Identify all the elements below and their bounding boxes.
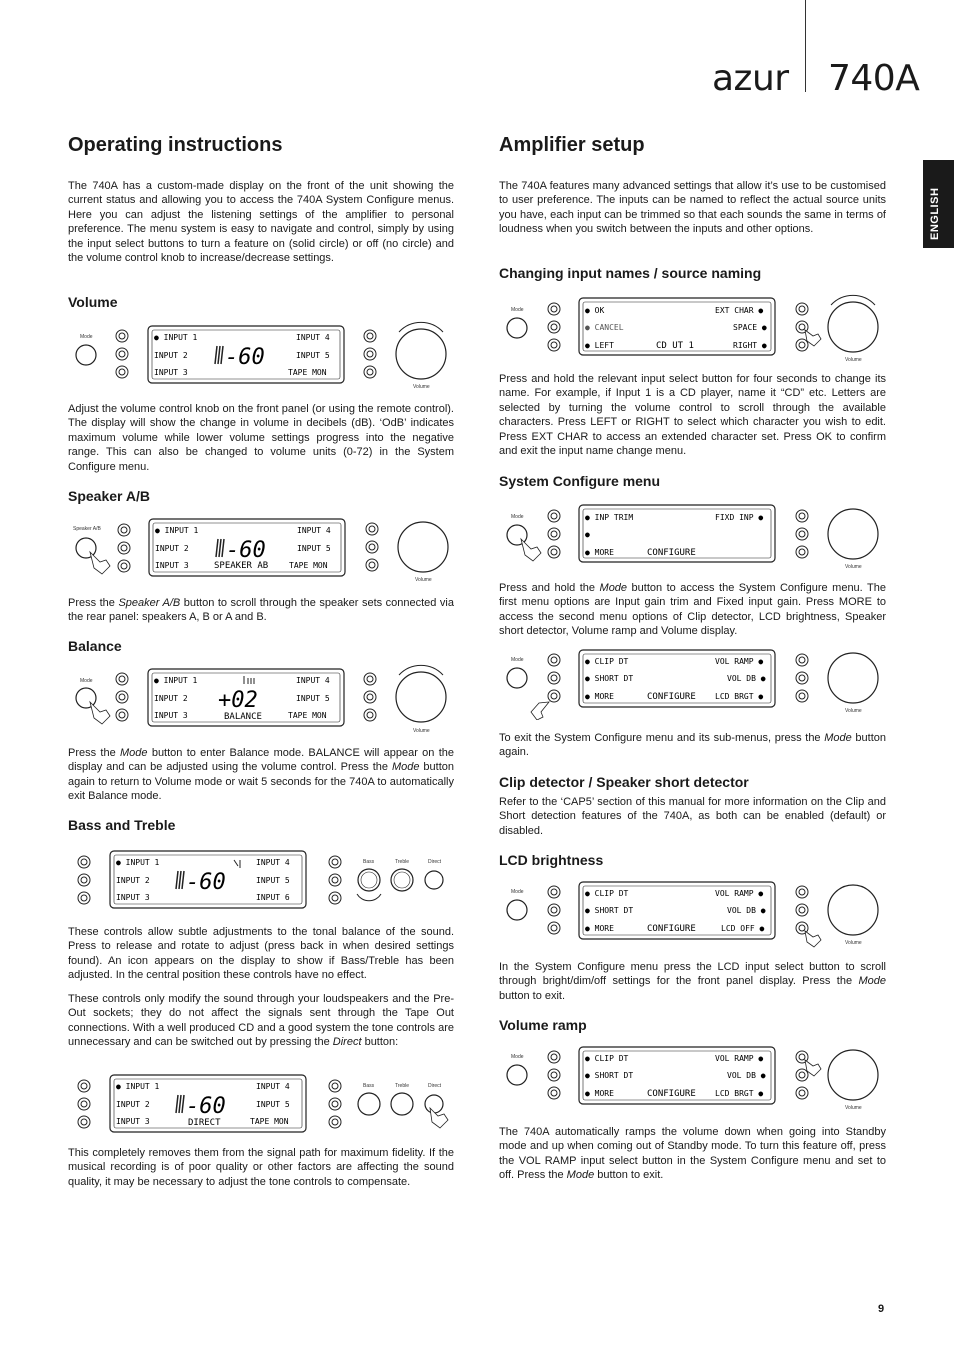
svg-text:INPUT 5: INPUT 5: [256, 876, 290, 885]
svg-text:INPUT 2: INPUT 2: [154, 694, 188, 703]
svg-text:Volume: Volume: [845, 940, 862, 946]
sysconf-text: Press and hold the Mode button to access the System Configure menu. The first menu options are Input gain trim and Fixed input gain. Press MORE to access the second menu options of Clip detector, LCD brightness, Speaker short detector, Volume ramp and Volume display.: [499, 582, 886, 638]
svg-text:Bass: Bass: [363, 859, 375, 865]
svg-text:● CANCEL: ● CANCEL: [585, 323, 624, 332]
svg-text:INPUT 3: INPUT 3: [116, 1117, 150, 1126]
svg-text:● LEFT: ● LEFT: [585, 341, 614, 350]
clip-text: Refer to the ‘CAP5’ section of this manual for more information on the Clip and Short detection features of the 740A, as both can be enabled (default) or disabled.: [499, 796, 886, 837]
lcd-heading: LCD brightness: [499, 852, 604, 868]
svg-text:● CLIP DT: ● CLIP DT: [585, 889, 629, 898]
svg-text:BALANCE: BALANCE: [224, 712, 262, 722]
svg-text:INPUT 6: INPUT 6: [256, 893, 290, 902]
page-number: 9: [878, 1303, 885, 1315]
svg-text:RIGHT ●: RIGHT ●: [733, 341, 767, 350]
bass-heading: Bass and Treble: [68, 817, 176, 833]
svg-text:LCD BRGT ●: LCD BRGT ●: [715, 1089, 764, 1098]
naming-text: Press and hold the relevant input select button for four seconds to change its name. For example, if Input 1 is a CD player, name it “CD” etc. Letters are selected by turning the volume control to scroll through the available characters. Press LEFT or RIGHT to select which character you wish to edit. Press EXT CHAR to access an extended character set. Press OK to confirm and exit the input name change menu.: [499, 373, 886, 458]
svg-text:Volume: Volume: [413, 384, 430, 390]
pointing-hand-icon: [90, 702, 110, 724]
svg-text:Speaker A/B: Speaker A/B: [73, 526, 101, 532]
language-tab: [923, 160, 954, 248]
balance-heading: Balance: [68, 638, 122, 654]
header-divider: [805, 0, 806, 92]
svg-text:Mode: Mode: [511, 514, 524, 520]
svg-text:CONFIGURE: CONFIGURE: [647, 1089, 696, 1099]
svg-text:EXT CHAR ●: EXT CHAR ●: [715, 306, 764, 315]
svg-text:● OK: ● OK: [585, 306, 605, 315]
bass-panel-diagram: [68, 848, 454, 910]
svg-text:● INPUT 1: ● INPUT 1: [154, 676, 198, 685]
ramp-text: The 740A automatically ramps the volume down when going into Standby mode and up when coming out of Standby mode. To turn this feature off, press the VOL RAMP input select button in the System Configure menu and set to off. Press the Mode button to exit.: [499, 1126, 886, 1182]
svg-text:● INPUT 1: ● INPUT 1: [116, 1082, 160, 1091]
svg-text:● MORE: ● MORE: [585, 548, 614, 557]
svg-text:CONFIGURE: CONFIGURE: [647, 692, 696, 702]
svg-text:Volume: Volume: [845, 564, 862, 570]
svg-text:Volume: Volume: [415, 577, 432, 583]
volume-panel-diagram: [68, 318, 454, 394]
svg-text:● INP TRIM: ● INP TRIM: [585, 513, 634, 522]
svg-text:DIRECT: DIRECT: [188, 1118, 221, 1128]
sysconf-exit-text: To exit the System Configure menu and its sub-menus, press the Mode button again.: [499, 732, 886, 759]
direct-panel-diagram: [68, 1072, 454, 1134]
sysconf-panel-diagram-1: [499, 499, 886, 575]
mode-button: [76, 345, 96, 365]
right-input-buttons: [364, 330, 376, 378]
svg-text:INPUT 4: INPUT 4: [256, 858, 290, 867]
svg-text:● CLIP DT: ● CLIP DT: [585, 657, 629, 666]
svg-text:Direct: Direct: [428, 859, 442, 865]
svg-text:Mode: Mode: [511, 889, 524, 895]
svg-text:INPUT 4: INPUT 4: [296, 333, 330, 342]
right-intro: The 740A features many advanced settings that allow it’s use to be customised to user preference. The inputs can be named to reflect the actual source units you have, each input can be trimmed so that each sounds the same in terms of loudness when you switch between the inputs and other options.: [499, 180, 886, 236]
sysconf-panel-diagram-2: [499, 644, 886, 720]
brand-name: azur: [712, 58, 789, 99]
svg-text:Mode: Mode: [80, 678, 93, 684]
svg-text:Direct: Direct: [428, 1083, 442, 1089]
svg-text:INPUT 2: INPUT 2: [154, 351, 188, 360]
svg-text:INPUT 5: INPUT 5: [296, 351, 330, 360]
svg-text:●: ●: [585, 530, 590, 539]
svg-text:CD UT 1: CD UT 1: [656, 341, 694, 351]
volume-knob: [396, 329, 446, 379]
svg-text:Mode: Mode: [511, 307, 524, 313]
speaker-heading: Speaker A/B: [68, 488, 150, 504]
bass-text-3: This completely removes them from the signal path for maximum fidelity. If the musical recording is of poor quality or other factors are affecting the sound quality, it may be necessary to adjust the tone controls to compensate.: [68, 1147, 454, 1188]
speaker-text: Press the Speaker A/B button to scroll through the speaker sets connected via the rear panel: speakers A, B or A and B.: [68, 597, 454, 624]
bass-text-1: These controls allow subtle adjustments to the tonal balance of the sound. Press to release and rotate to adjust (press back in when desired settings found). An icon appears on the display to show if Bass/Treble has been adjusted. In the central position these controls have no effect.: [68, 926, 454, 982]
svg-text:Treble: Treble: [395, 1083, 409, 1089]
right-title: Amplifier setup: [499, 134, 645, 156]
svg-text:Treble: Treble: [395, 859, 409, 865]
balance-panel-diagram: [68, 662, 454, 738]
model-name: 740A: [828, 58, 920, 99]
left-intro: The 740A has a custom-made display on the front of the unit showing the current status and allowing you to access the 740A System Configure menus. Here you can adjust the listening settings of the amplifier to personal preference. The menu system is easy to navigate and control, simply by using the input select buttons to turn a feature on (solid circle) or off (no circle) and the volume control knob to increase/decrease settings.: [68, 180, 454, 265]
svg-text:TAPE MON: TAPE MON: [250, 1117, 289, 1126]
svg-text:INPUT 5: INPUT 5: [256, 1100, 290, 1109]
svg-text:SPACE ●: SPACE ●: [733, 323, 767, 332]
naming-heading: Changing input names / source naming: [499, 265, 762, 281]
svg-text:● INPUT 1: ● INPUT 1: [155, 526, 199, 535]
svg-text:INPUT 4: INPUT 4: [297, 526, 331, 535]
svg-text:+02: +02: [218, 688, 258, 713]
svg-text:INPUT 2: INPUT 2: [116, 1100, 150, 1109]
svg-text:Mode: Mode: [511, 657, 524, 663]
svg-text:INPUT 3: INPUT 3: [116, 893, 150, 902]
pointing-hand-icon: [521, 539, 541, 561]
svg-text:INPUT 3: INPUT 3: [154, 711, 188, 720]
svg-text:VOL RAMP ●: VOL RAMP ●: [715, 1054, 764, 1063]
volume-text: Adjust the volume control knob on the front panel (or using the remote control). The display will show the change in volume in decibels (dB). ‘OdB’ indicates maximum volume while lower volume settings progress into the negative range. This can also be changed to volume units (0-72) in the System Configure menu.: [68, 403, 454, 473]
svg-text:VOL DB ●: VOL DB ●: [727, 906, 766, 915]
ramp-panel-diagram: [499, 1041, 886, 1117]
svg-text:LCD BRGT ●: LCD BRGT ●: [715, 692, 764, 701]
svg-text:● MORE: ● MORE: [585, 1089, 614, 1098]
svg-text:Volume: Volume: [845, 357, 862, 363]
svg-text:INPUT 5: INPUT 5: [296, 694, 330, 703]
svg-text:Bass: Bass: [363, 1083, 375, 1089]
svg-text:INPUT 2: INPUT 2: [155, 544, 189, 553]
svg-text:● MORE: ● MORE: [585, 924, 614, 933]
ramp-heading: Volume ramp: [499, 1017, 587, 1033]
svg-text:FIXD INP ●: FIXD INP ●: [715, 513, 764, 522]
svg-text:● CLIP DT: ● CLIP DT: [585, 1054, 629, 1063]
svg-text:● SHORT DT: ● SHORT DT: [585, 674, 634, 683]
svg-text:CONFIGURE: CONFIGURE: [647, 548, 696, 558]
left-input-buttons: [116, 330, 128, 378]
svg-text:Volume: Volume: [413, 728, 430, 734]
sysconf-heading: System Configure menu: [499, 473, 661, 489]
svg-text:VOL RAMP ●: VOL RAMP ●: [715, 657, 764, 666]
svg-text:VOL RAMP ●: VOL RAMP ●: [715, 889, 764, 898]
svg-text:INPUT 3: INPUT 3: [154, 368, 188, 377]
svg-text:VOL DB ●: VOL DB ●: [727, 1071, 766, 1080]
svg-text:CONFIGURE: CONFIGURE: [647, 924, 696, 934]
svg-text:SPEAKER AB: SPEAKER AB: [214, 561, 269, 571]
left-title: Operating instructions: [68, 134, 283, 156]
naming-panel-diagram: [499, 292, 886, 368]
svg-text:TAPE MON: TAPE MON: [288, 368, 327, 377]
bass-text-2: These controls only modify the sound through your loudspeakers and the Pre-Out sockets; they do not affect the signals sent through the Tape Out connections. With a well produced CD and a good system the tone controls are unnecessary and can be switched out by pressing the Direct button:: [68, 993, 454, 1049]
svg-text:LCD OFF ●: LCD OFF ●: [721, 924, 765, 933]
svg-text:● INPUT 1: ● INPUT 1: [116, 858, 160, 867]
svg-text:TAPE MON: TAPE MON: [289, 561, 328, 570]
svg-text:-60: -60: [186, 1094, 226, 1119]
speaker-panel-diagram: [68, 512, 454, 588]
pointing-hand-icon: [531, 702, 549, 720]
svg-text:INPUT 2: INPUT 2: [116, 876, 150, 885]
pointing-hand-icon: [90, 552, 110, 574]
lcd-panel-diagram: [499, 876, 886, 952]
svg-text:INPUT 5: INPUT 5: [297, 544, 331, 553]
volume-readout: -60: [225, 345, 265, 370]
svg-text:INPUT 3: INPUT 3: [155, 561, 189, 570]
mode-label: Mode: [80, 334, 93, 340]
svg-text:INPUT 4: INPUT 4: [296, 676, 330, 685]
direct-button: [425, 871, 443, 889]
volume-heading: Volume: [68, 294, 118, 310]
svg-text:VOL DB ●: VOL DB ●: [727, 674, 766, 683]
svg-text:Volume: Volume: [845, 1105, 862, 1111]
svg-text:Mode: Mode: [511, 1054, 524, 1060]
svg-text:● SHORT DT: ● SHORT DT: [585, 1071, 634, 1080]
svg-text:-60: -60: [226, 538, 266, 563]
lcd-text: In the System Configure menu press the LCD input select button to scroll through bright/dim/off settings for the front panel display. Press the Mode button to exit.: [499, 961, 886, 1002]
balance-text: Press the Mode button to enter Balance mode. BALANCE will appear on the display and can be adjusted using the volume control. Press the Mode button again to return to Volume mode or wait 5 seconds for the 740A to automatically exit Balance mode.: [68, 747, 454, 803]
svg-text:● INPUT 1: ● INPUT 1: [154, 333, 198, 342]
clip-heading: Clip detector / Speaker short detector: [499, 774, 749, 790]
svg-text:● MORE: ● MORE: [585, 692, 614, 701]
language-tab-label: ENGLISH: [929, 187, 941, 240]
svg-text:TAPE MON: TAPE MON: [288, 711, 327, 720]
svg-text:-60: -60: [186, 870, 226, 895]
pointing-hand-icon: [805, 931, 821, 947]
svg-text:● SHORT DT: ● SHORT DT: [585, 906, 634, 915]
svg-text:Volume: Volume: [845, 708, 862, 714]
svg-text:INPUT 4: INPUT 4: [256, 1082, 290, 1091]
